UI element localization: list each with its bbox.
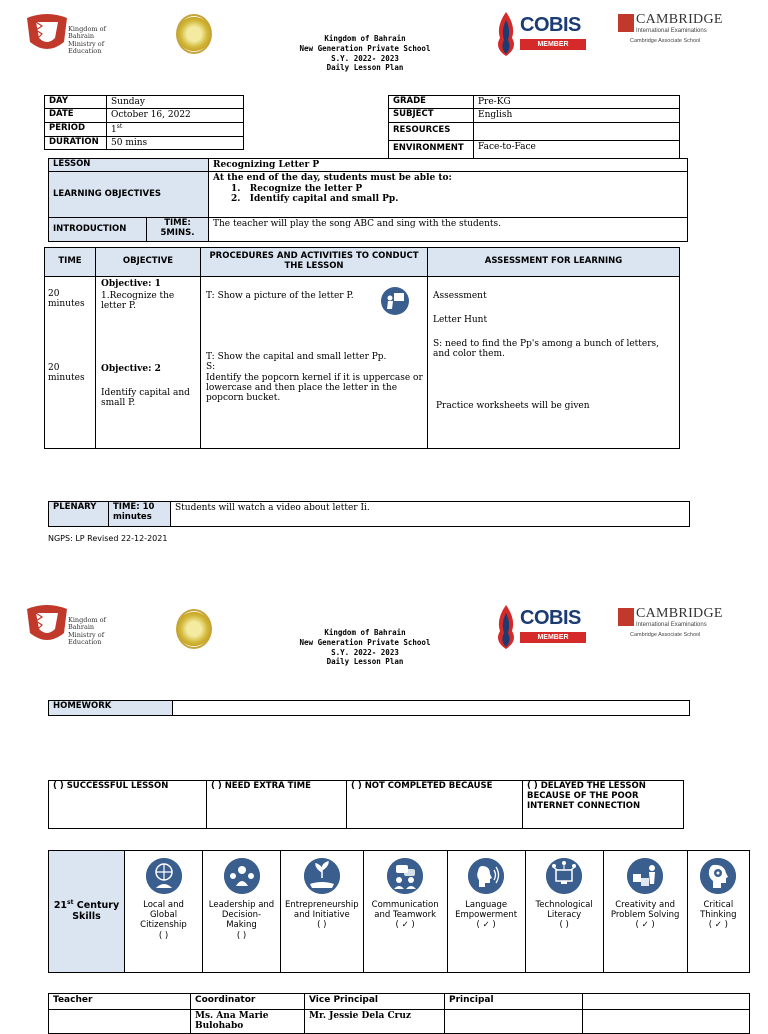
signature-name xyxy=(49,1010,191,1034)
skill-checkbox[interactable]: ( ✓ ) xyxy=(708,920,728,931)
school-seal-icon xyxy=(176,14,212,54)
info-value xyxy=(107,122,244,136)
ministry-line-2: Ministry of Education xyxy=(68,630,105,647)
school-line-1: Kingdom of Bahrain xyxy=(324,34,406,43)
signature-header-principal: Principal xyxy=(445,994,583,1010)
info-value: October 16, 2022 xyxy=(107,109,244,122)
teacher-board-icon xyxy=(381,287,409,315)
objectives-label: LEARNING OBJECTIVES xyxy=(49,172,209,218)
skill-cell xyxy=(281,851,364,973)
info-label: ENVIRONMENT xyxy=(389,140,474,158)
hand-plant-icon xyxy=(304,858,340,894)
cobis-member: MEMBER xyxy=(520,632,586,643)
status-not-completed[interactable]: ( ) NOT COMPLETED BECAUSE xyxy=(347,781,523,829)
info-left-table xyxy=(44,95,244,150)
row2-time: 20 minutes xyxy=(48,363,85,384)
ministry-text xyxy=(68,617,132,647)
info-label: GRADE xyxy=(389,96,474,109)
objective-item: 1. Recognize the letter P xyxy=(231,183,363,194)
school-title xyxy=(260,628,470,667)
row2-objective-text: Identify capital and small P. xyxy=(101,388,190,409)
cambridge-word: CAMBRIDGE xyxy=(636,12,723,27)
ministry-text xyxy=(68,26,132,56)
skill-label: Technological Literacy xyxy=(535,900,593,921)
introduction-text: The teacher will play the song ABC and sing with the students. xyxy=(209,218,688,242)
skill-checkbox[interactable]: ( ✓ ) xyxy=(395,920,415,931)
cobis-logo xyxy=(494,10,588,58)
assessment-line: Letter Hunt xyxy=(433,315,488,325)
plenary-table xyxy=(48,501,690,527)
signature-name xyxy=(445,1010,583,1034)
skill-checkbox[interactable]: ( ) xyxy=(236,930,247,941)
cambridge-sub2: Cambridge Associate School xyxy=(630,632,701,638)
objective-text: Recognize the letter P xyxy=(249,183,363,194)
info-value: English xyxy=(474,109,680,122)
skill-checkbox[interactable]: ( ) xyxy=(158,930,169,941)
signature-name: Ms. Ana Marie Bulohabo xyxy=(191,1010,305,1034)
ministry-line-1: Kingdom of Bahrain xyxy=(68,616,106,632)
row1-time: 20 minutes xyxy=(48,289,85,310)
info-value: Sunday xyxy=(107,96,244,109)
info-label: RESOURCES xyxy=(389,122,474,140)
col-header-objective: OBJECTIVE xyxy=(96,248,201,277)
cambridge-shield-icon xyxy=(618,14,634,32)
plenary-label: PLENARY xyxy=(49,502,109,527)
status-successful[interactable]: ( ) SUCCESSFUL LESSON xyxy=(49,781,207,829)
speaking-head-icon xyxy=(468,858,504,894)
objective-text: Identify capital and small Pp. xyxy=(249,194,399,205)
skill-cell xyxy=(125,851,203,973)
homework-label: HOMEWORK xyxy=(49,701,173,716)
assessment-cell xyxy=(428,277,680,449)
time-cell xyxy=(45,277,96,449)
row2-procedure-line: T: Show the capital and small letter Pp. xyxy=(206,352,387,362)
cambridge-shield-icon xyxy=(618,608,634,626)
info-right-table xyxy=(388,95,680,159)
info-row xyxy=(45,96,244,109)
school-line-3: S.Y. 2022- 2023 xyxy=(331,53,399,63)
objectives-intro: At the end of the day, students must be able to: xyxy=(213,173,452,184)
skills-table xyxy=(48,850,750,973)
flame-icon xyxy=(494,12,518,56)
cambridge-sub2: Cambridge Associate School xyxy=(630,38,701,44)
row2-objective-title: Objective: 2 xyxy=(101,364,161,374)
info-label: PERIOD xyxy=(45,122,107,136)
cobis-member: MEMBER xyxy=(520,39,586,50)
ministry-line-1: Kingdom of Bahrain xyxy=(68,25,106,41)
info-label: DAY xyxy=(45,96,107,109)
skill-checkbox[interactable]: ( ) xyxy=(317,920,327,931)
objective-cell xyxy=(96,277,201,449)
school-line-3: S.Y. 2022- 2023 xyxy=(331,647,399,657)
cambridge-sub: International Examinations xyxy=(636,28,707,34)
lesson-table xyxy=(48,158,688,242)
gear-head-icon xyxy=(700,858,736,894)
team-chat-icon xyxy=(387,858,423,894)
objectives-cell xyxy=(209,172,688,218)
cobis-logo xyxy=(494,603,588,651)
row1-objective-title: Objective: 1 xyxy=(101,279,161,289)
skill-label: Language Empowerment xyxy=(455,900,518,921)
school-line-2: New Generation Private School xyxy=(299,43,431,53)
signature-name xyxy=(583,1010,750,1034)
skill-label: Communication and Teamwork xyxy=(371,900,439,921)
skill-label: Local and Global Citizenship xyxy=(140,900,187,931)
info-row xyxy=(389,109,680,122)
info-row xyxy=(45,109,244,122)
col-header-time: TIME xyxy=(45,248,96,277)
info-value: Face-to-Face xyxy=(474,140,680,158)
skill-cell xyxy=(203,851,281,973)
bahrain-emblem-icon xyxy=(22,603,72,645)
cobis-word: COBIS xyxy=(520,14,581,36)
plenary-time: TIME: 10 minutes xyxy=(109,502,171,527)
procedures-table xyxy=(44,247,680,449)
ministry-logo xyxy=(22,603,132,647)
leader-group-icon xyxy=(224,858,260,894)
row2-procedure xyxy=(206,352,424,404)
signature-name: Mr. Jessie Dela Cruz xyxy=(305,1010,445,1034)
assessment-line: Assessment xyxy=(433,291,487,301)
info-label: DURATION xyxy=(45,137,107,150)
signature-table xyxy=(48,993,750,1034)
cambridge-sub: International Examinations xyxy=(636,622,707,628)
objective-item: 2. Identify capital and small Pp. xyxy=(231,194,399,205)
row2-procedure-line: S: xyxy=(206,362,216,373)
school-line-1: Kingdom of Bahrain xyxy=(324,628,406,637)
introduction-label: INTRODUCTION xyxy=(49,218,147,242)
col-header-procedures: PROCEDURES AND ACTIVITIES TO CONDUCT THE LESSON xyxy=(201,248,428,277)
ministry-line-2: Ministry of Education xyxy=(68,39,105,56)
school-title xyxy=(260,34,470,73)
globe-person-icon xyxy=(146,858,182,894)
school-line-4: Daily Lesson Plan xyxy=(326,657,404,667)
cambridge-word: CAMBRIDGE xyxy=(636,606,723,621)
col-header-assessment: ASSESSMENT FOR LEARNING xyxy=(428,248,680,277)
homework-value xyxy=(173,701,690,716)
period-number: 1 xyxy=(111,124,117,135)
skill-label: Creativity and Problem Solving xyxy=(610,900,680,921)
row1-objective-text: 1.Recognize the letter P. xyxy=(101,291,175,312)
skill-checkbox[interactable]: ( ✓ ) xyxy=(476,920,496,931)
signature-header-vice-principal: Vice Principal xyxy=(305,994,445,1010)
info-value: Pre-KG xyxy=(474,96,680,109)
assessment-line: S: need to find the Pp's among a bunch of letters, and color them. xyxy=(433,339,659,360)
info-row xyxy=(45,137,244,150)
row1-procedure: T: Show a picture of the letter P. xyxy=(206,291,354,301)
signature-header-blank xyxy=(583,994,750,1010)
skill-label: Leadership and Decision-Making xyxy=(208,900,275,931)
skill-cell xyxy=(447,851,525,973)
info-label: DATE xyxy=(45,109,107,122)
skill-label: Critical Thinking xyxy=(700,900,737,921)
computer-network-icon xyxy=(546,858,582,894)
puzzle-person-icon xyxy=(627,858,663,894)
ministry-logo xyxy=(22,12,132,56)
skill-cell xyxy=(363,851,447,973)
skill-checkbox[interactable]: ( ) xyxy=(559,920,569,931)
procedures-cell xyxy=(201,277,428,449)
skills-title: 21st Century Skills xyxy=(49,851,125,973)
row2-procedure-line: Identify the popcorn kernel if it is uppercase or lowercase and then place the letter in the popcorn bucket. xyxy=(206,372,423,404)
homework-table xyxy=(48,700,690,716)
info-row xyxy=(389,140,680,158)
info-row xyxy=(389,96,680,109)
school-line-4: Daily Lesson Plan xyxy=(326,63,404,73)
status-extra-time[interactable]: ( ) NEED EXTRA TIME xyxy=(207,781,347,829)
lesson-value: Recognizing Letter P xyxy=(209,159,688,172)
info-value: 50 mins xyxy=(107,137,244,150)
flame-icon xyxy=(494,605,518,649)
skill-cell xyxy=(525,851,603,973)
bahrain-emblem-icon xyxy=(22,12,72,54)
skill-cell xyxy=(687,851,749,973)
lesson-status-table xyxy=(48,780,684,829)
info-value xyxy=(474,122,680,140)
info-label: SUBJECT xyxy=(389,109,474,122)
cobis-word: COBIS xyxy=(520,607,581,629)
signature-header-teacher: Teacher xyxy=(49,994,191,1010)
plenary-text: Students will watch a video about letter Ii. xyxy=(171,502,690,527)
lesson-label: LESSON xyxy=(49,159,209,172)
revision-note: NGPS: LP Revised 22-12-2021 xyxy=(48,534,168,543)
school-line-2: New Generation Private School xyxy=(299,637,431,647)
info-row xyxy=(389,122,680,140)
signature-header-coordinator: Coordinator xyxy=(191,994,305,1010)
introduction-time: TIME: 5MINS. xyxy=(147,218,209,242)
status-delayed[interactable]: ( ) DELAYED THE LESSON BECAUSE OF THE POOR INTERNET CONNECTION xyxy=(523,781,684,829)
skill-checkbox[interactable]: ( ✓ ) xyxy=(635,920,655,931)
info-row xyxy=(45,122,244,136)
school-seal-icon xyxy=(176,609,212,649)
assessment-line: Practice worksheets will be given xyxy=(436,401,590,411)
skill-cell xyxy=(603,851,687,973)
period-suffix: st xyxy=(116,122,123,130)
skill-label: Entrepreneurship and Initiative xyxy=(285,900,359,921)
